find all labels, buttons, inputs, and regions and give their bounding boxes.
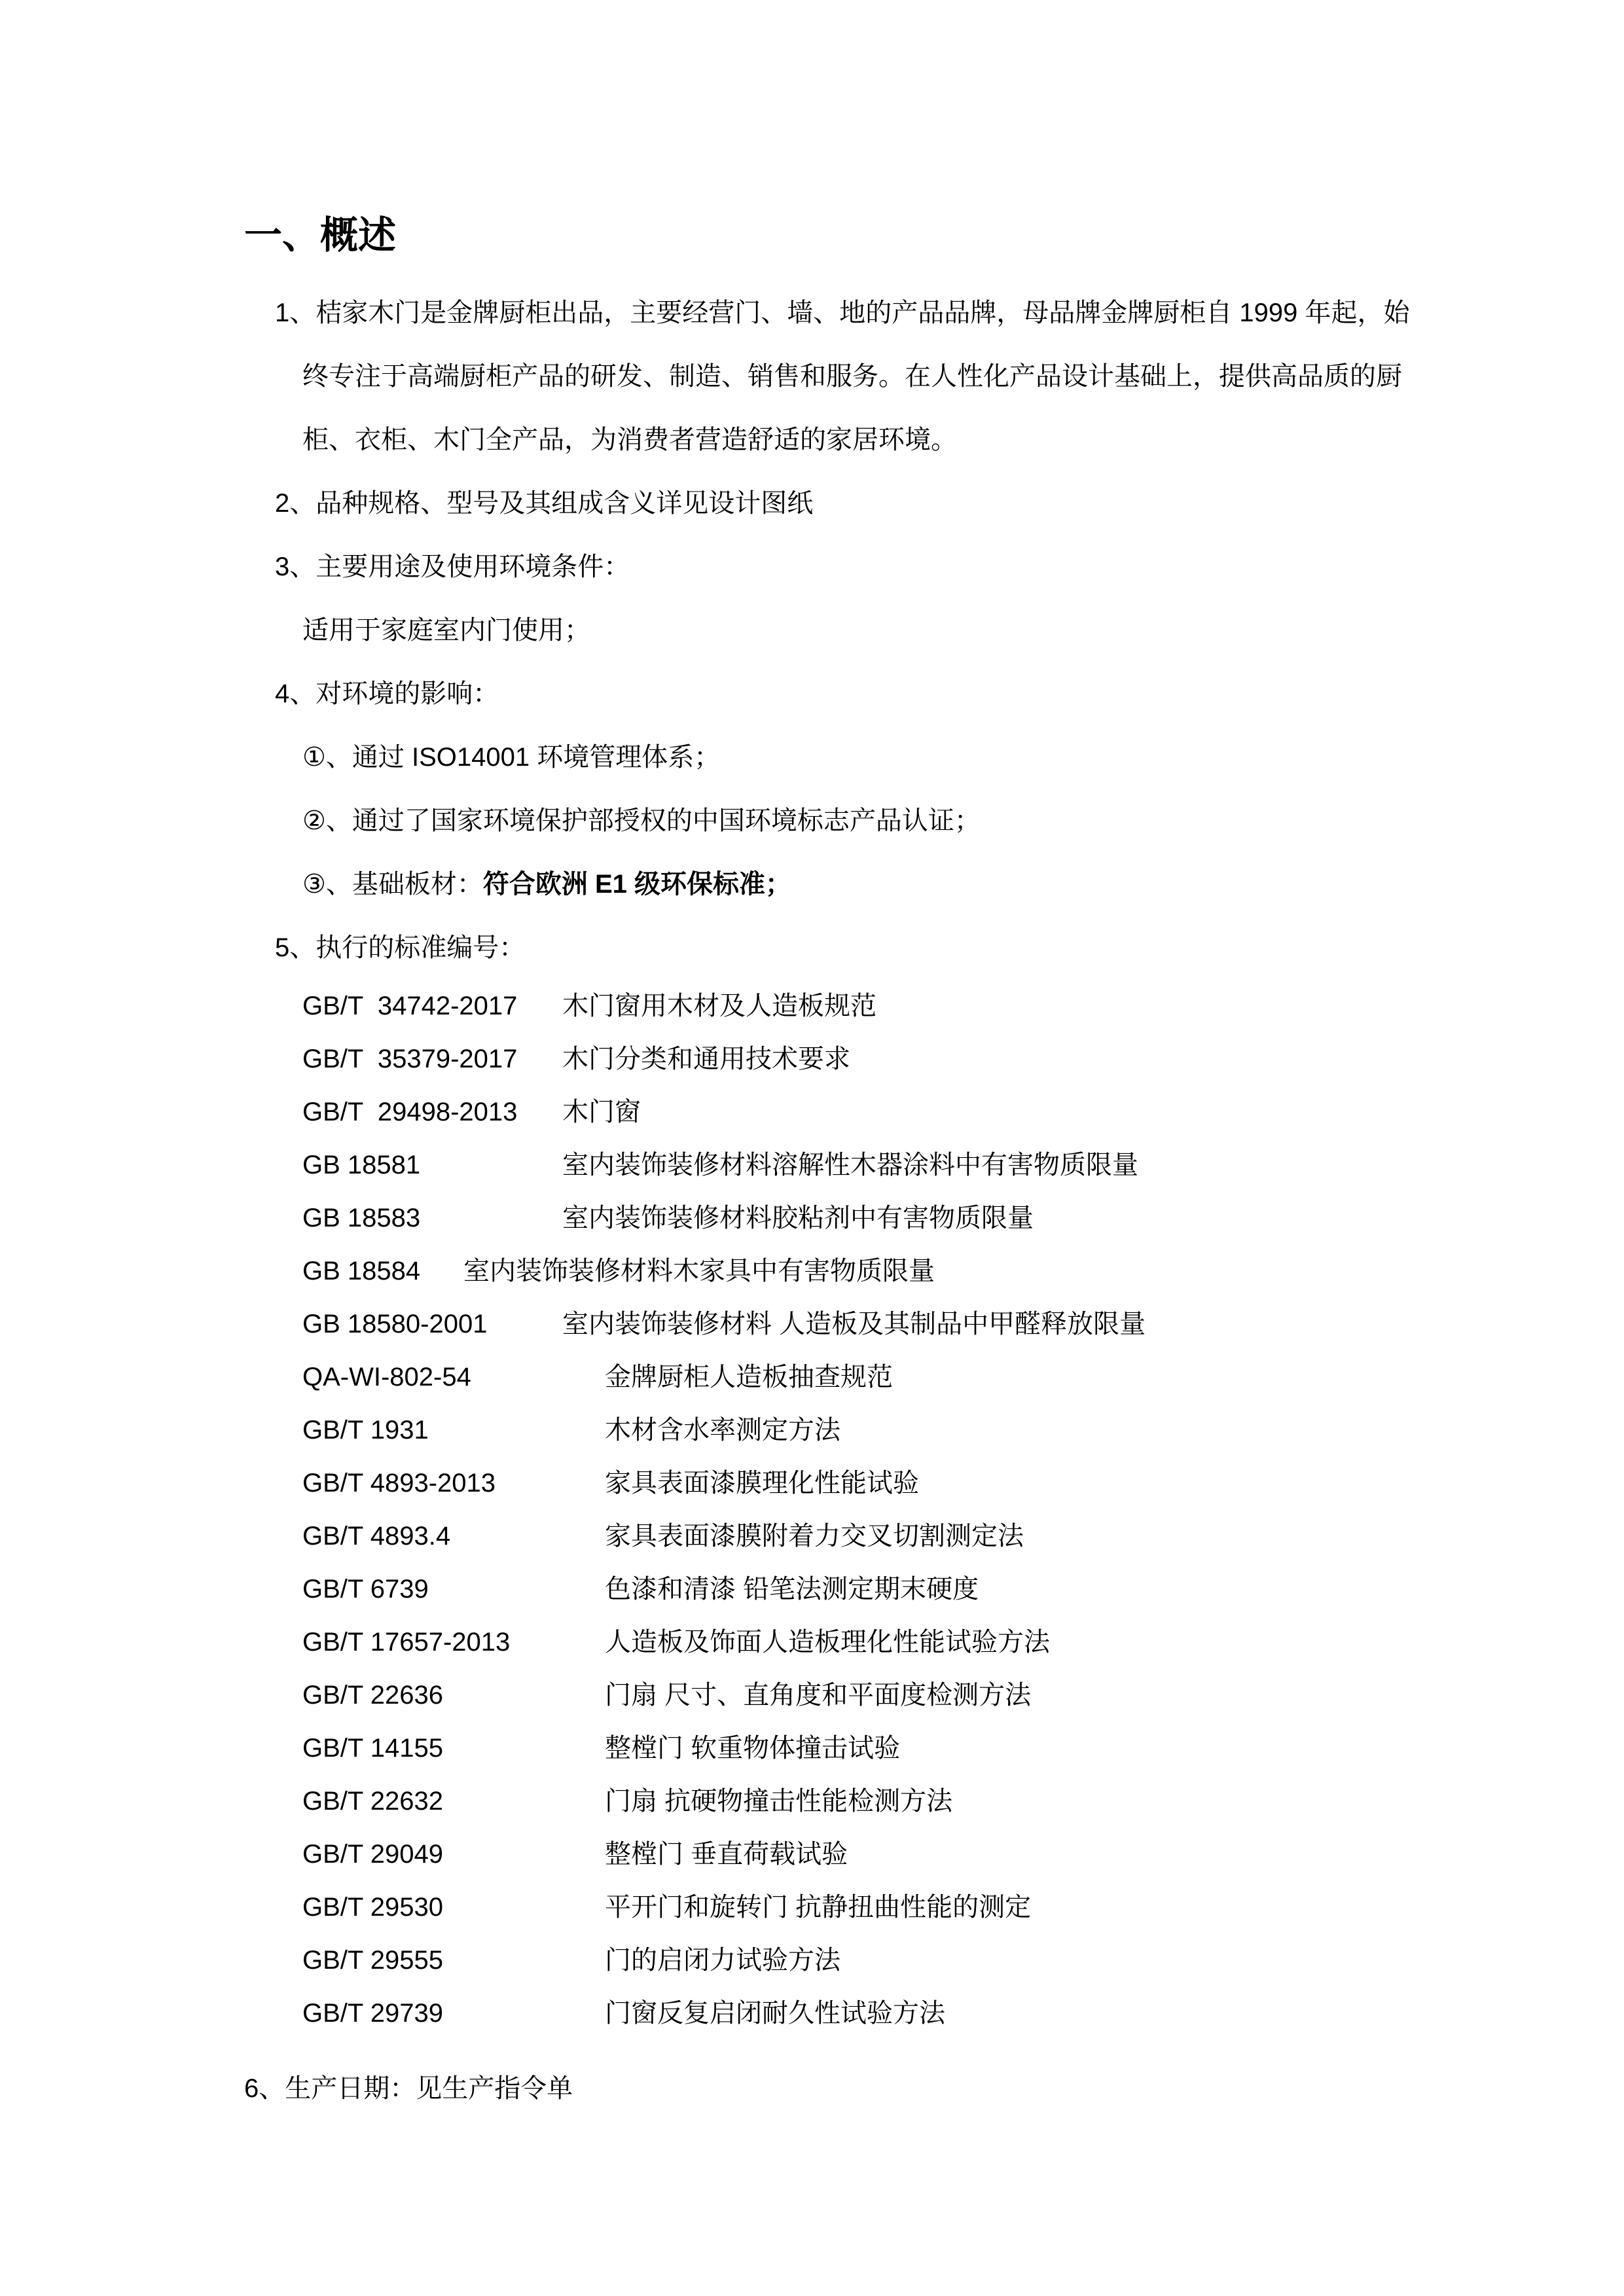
line-text: ①、通过 ISO14001 环境管理体系； <box>302 743 721 772</box>
standard-row <box>302 1934 1624 1987</box>
standard-row <box>302 1563 1624 1616</box>
line-text: 适用于家庭室内门使用； <box>302 616 590 645</box>
standard-code: GB/T 17657-2013 <box>302 1628 511 1657</box>
document-line <box>302 408 1624 472</box>
line-bold-text: 符合欧洲 E1 级环保标准； <box>482 870 792 899</box>
line-text: 5、执行的标准编号： <box>275 933 526 962</box>
standard-code: GB/T 22636 <box>302 1681 443 1710</box>
standard-name: 金牌厨柜人造板抽查规范 <box>605 1363 893 1391</box>
line-text: 4、对环境的影响： <box>275 679 499 708</box>
standard-row <box>302 1510 1624 1563</box>
standard-row <box>302 1033 1624 1086</box>
standard-row <box>302 1722 1624 1775</box>
line-text: ③、基础板材： <box>302 870 483 899</box>
standard-code: QA-WI-802-54 <box>302 1363 471 1391</box>
standard-code: GB 18584 <box>302 1257 421 1285</box>
document-line <box>275 662 1624 726</box>
production-date-line: 6、生产日期：见生产指令单 <box>244 2074 573 2103</box>
standard-row <box>302 1298 1624 1351</box>
standard-row <box>302 1086 1624 1139</box>
standard-row <box>302 1245 1624 1298</box>
line-text: 终专注于高端厨柜产品的研发、制造、销售和服务。在人性化产品设计基础上，提供高品质的厨 <box>302 362 1402 391</box>
standard-name: 门窗反复启闭耐久性试验方法 <box>605 1999 945 2028</box>
standard-code: GB/T 1931 <box>302 1416 429 1444</box>
standard-name: 室内装饰装修材料 人造板及其制品中甲醛释放限量 <box>562 1310 1146 1338</box>
standard-name: 家具表面漆膜理化性能试验 <box>605 1469 919 1498</box>
standard-name: 木门窗 <box>562 1098 641 1126</box>
standard-code: GB/T 22632 <box>302 1787 443 1816</box>
standard-row <box>302 1987 1624 2040</box>
standard-code: GB/T 29739 <box>302 1999 443 2028</box>
standard-row <box>302 1616 1624 1669</box>
line-text: ②、通过了国家环境保护部授权的中国环境标志产品认证； <box>302 806 981 835</box>
document-line <box>302 726 1624 789</box>
standard-name: 木门窗用木材及人造板规范 <box>562 992 876 1020</box>
standard-code: GB/T 29530 <box>302 1893 443 1922</box>
standard-name: 人造板及饰面人造板理化性能试验方法 <box>605 1628 1050 1657</box>
document-line <box>275 281 1624 345</box>
standard-row <box>302 1139 1624 1192</box>
document-line <box>302 853 1624 916</box>
standard-name: 整樘门 垂直荷载试验 <box>605 1840 848 1869</box>
standard-code: GB 18580-2001 <box>302 1310 488 1338</box>
standard-row <box>302 1775 1624 1828</box>
section-title: 一、概述 <box>244 214 397 257</box>
standard-code: GB/T 4893-2013 <box>302 1469 496 1498</box>
standard-name: 门的启闭力试验方法 <box>605 1946 840 1975</box>
standard-code: GB/T 29555 <box>302 1946 443 1975</box>
document-line <box>302 345 1624 408</box>
standard-name: 室内装饰装修材料木家具中有害物质限量 <box>463 1257 935 1285</box>
standard-code: GB/T 29049 <box>302 1840 443 1869</box>
document-line <box>302 599 1624 662</box>
standard-code: GB 18583 <box>302 1204 421 1232</box>
standard-name: 整樘门 软重物体撞击试验 <box>605 1734 901 1763</box>
document-line <box>275 535 1624 599</box>
document-line <box>302 789 1624 853</box>
standard-code: GB/T 34742-2017 <box>302 992 518 1020</box>
standard-row <box>302 1669 1624 1722</box>
standard-row <box>302 1881 1624 1934</box>
line-text: 1、桔家木门是金牌厨柜出品，主要经营门、墙、地的产品品牌，母品牌金牌厨柜自 1999 年起，始 <box>275 298 1410 327</box>
standard-name: 室内装饰装修材料胶粘剂中有害物质限量 <box>562 1204 1034 1232</box>
line-text: 柜、衣柜、木门全产品，为消费者营造舒适的家居环境。 <box>302 425 957 454</box>
standard-name: 门扇 抗硬物撞击性能检测方法 <box>605 1787 953 1816</box>
standard-name: 家具表面漆膜附着力交叉切割测定法 <box>605 1522 1024 1551</box>
standard-name: 木材含水率测定方法 <box>605 1416 840 1444</box>
intro-block <box>0 281 1624 980</box>
line-text: 3、主要用途及使用环境条件： <box>275 552 630 581</box>
standard-row <box>302 1404 1624 1457</box>
standard-code: GB/T 14155 <box>302 1734 443 1763</box>
standard-row <box>302 1828 1624 1881</box>
standard-row <box>302 1351 1624 1404</box>
standard-row <box>302 1192 1624 1245</box>
standard-row <box>302 980 1624 1033</box>
standard-code: GB/T 35379-2017 <box>302 1045 518 1073</box>
document-line <box>275 472 1624 535</box>
standard-name: 木门分类和通用技术要求 <box>562 1045 850 1073</box>
standard-code: GB/T 29498-2013 <box>302 1098 518 1126</box>
standard-code: GB/T 4893.4 <box>302 1522 451 1551</box>
standard-code: GB 18581 <box>302 1151 421 1179</box>
document-line <box>275 916 1624 980</box>
standard-name: 室内装饰装修材料溶解性木器涂料中有害物质限量 <box>562 1151 1138 1179</box>
standard-code: GB/T 6739 <box>302 1575 429 1604</box>
standard-name: 平开门和旋转门 抗静扭曲性能的测定 <box>605 1893 1032 1922</box>
line-text: 2、品种规格、型号及其组成含义详见设计图纸 <box>275 489 814 518</box>
standard-name: 色漆和清漆 铅笔法测定期末硬度 <box>605 1575 979 1604</box>
standards-list <box>0 980 1624 2040</box>
standard-name: 门扇 尺寸、直角度和平面度检测方法 <box>605 1681 1032 1710</box>
standard-row <box>302 1457 1624 1510</box>
